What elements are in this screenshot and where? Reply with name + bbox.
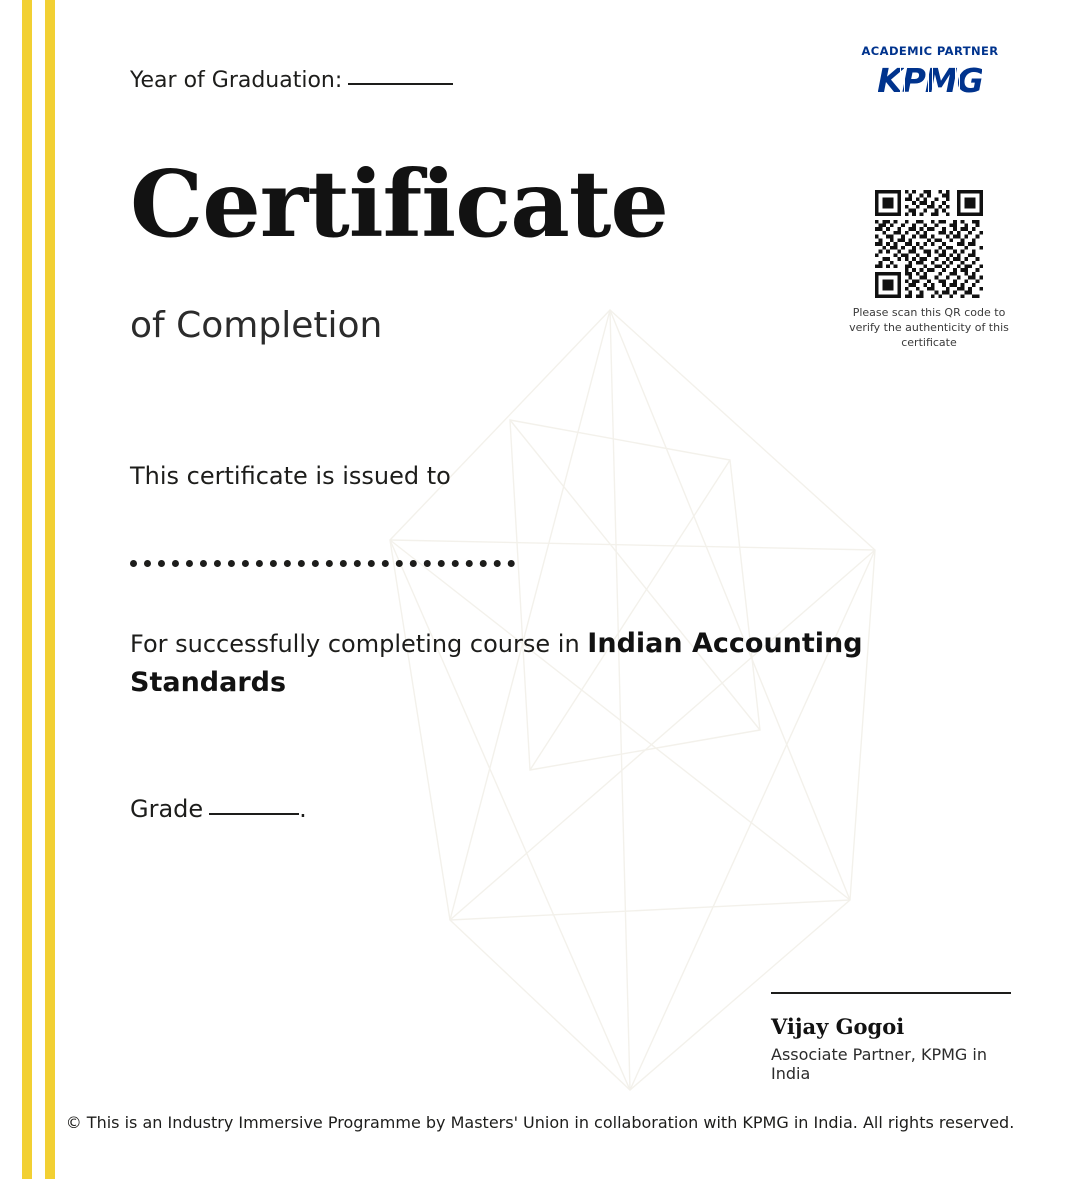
certificate-content bbox=[130, 0, 1020, 1179]
recipient-name-blank bbox=[130, 560, 515, 567]
year-of-graduation-blank bbox=[348, 83, 453, 85]
academic-partner-label: ACADEMIC PARTNER bbox=[861, 44, 999, 58]
qr-verification-block bbox=[844, 190, 1014, 351]
grade-label: Grade bbox=[130, 795, 204, 823]
academic-partner-block bbox=[840, 44, 1020, 100]
page-title: Certificate bbox=[130, 150, 668, 258]
qr-code-icon[interactable] bbox=[875, 190, 983, 298]
grade-blank bbox=[209, 813, 299, 815]
signatory-name: Vijay Gogoi bbox=[771, 1014, 905, 1039]
qr-caption: Please scan this QR code to verify the authenticity of this certificate bbox=[849, 306, 1009, 349]
signatory-role: Associate Partner, KPMG in India bbox=[771, 1045, 987, 1083]
kpmg-logo-text: KPMG bbox=[877, 61, 983, 100]
footer-copyright: © This is an Industry Immersive Programme by Masters' Union in collaboration with KPMG in India. All rights reserved. bbox=[65, 1113, 1015, 1132]
year-of-graduation-label: Year of Graduation: bbox=[130, 68, 343, 93]
left-accent-bar-outer bbox=[22, 0, 32, 1179]
left-accent-bar-inner bbox=[45, 0, 55, 1179]
year-of-graduation-line bbox=[130, 68, 453, 93]
grade-line bbox=[130, 795, 307, 823]
course-statement bbox=[130, 624, 890, 702]
kpmg-logo bbox=[877, 61, 983, 100]
signature-block bbox=[771, 992, 1016, 1083]
course-prefix-label: For successfully completing course in bbox=[130, 630, 580, 658]
signature-rule bbox=[771, 992, 1011, 994]
page-subtitle: of Completion bbox=[130, 305, 383, 346]
course-name: Indian Accounting Standards bbox=[130, 628, 863, 699]
grade-period: . bbox=[299, 795, 307, 823]
issued-to-label: This certificate is issued to bbox=[130, 462, 451, 490]
